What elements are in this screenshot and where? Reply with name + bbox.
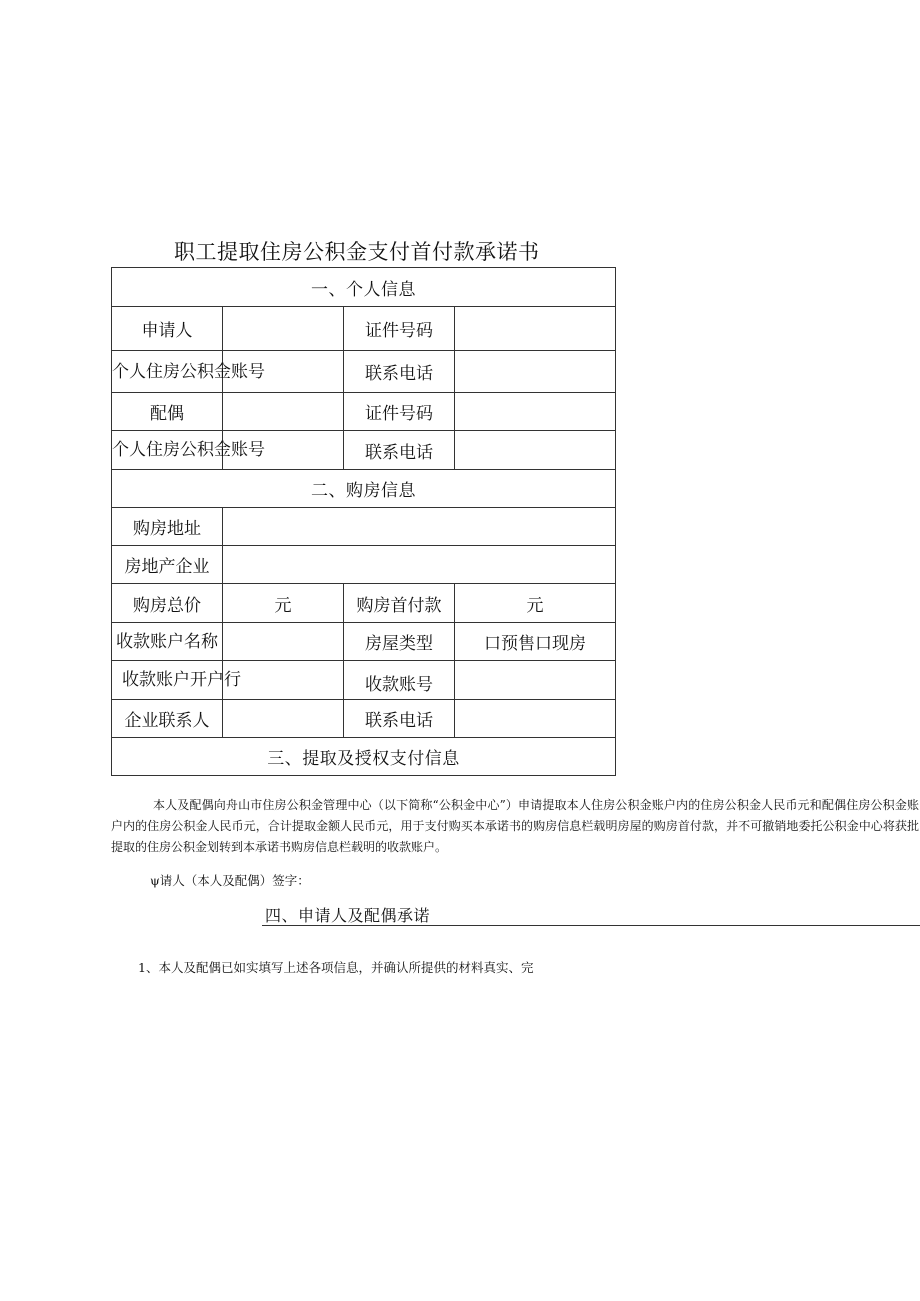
developer-field[interactable] xyxy=(223,546,616,584)
house-type-label: 房屋类型 xyxy=(344,623,455,661)
payee-name-label: 收款账户名称 xyxy=(112,623,223,661)
address-label: 购房地址 xyxy=(112,508,223,546)
applicant-field[interactable] xyxy=(223,307,344,351)
authorization-paragraph: 本人及配偶向舟山市住房公积金管理中心（以下简称“公积金中心”）申请提取本人住房公积金账户内的住房公积金人民币元和配偶住房公积金账户内的住房公积金人民币元，合计提取金额人民币元，用于支付购买本承诺书的购房信息栏载明房屋的购房首付款，并不可撤销地委托公积金中心将获批提取的住房公积金划转到本承诺书购房信息栏载明的收款账户。 xyxy=(111,798,919,854)
spouse-phone-field[interactable] xyxy=(455,431,616,470)
signature-label: ψ请人（本人及配偶）签字： xyxy=(150,873,310,888)
applicant-id-field[interactable] xyxy=(455,307,616,351)
company-contact-label: 企业联系人 xyxy=(112,700,223,738)
company-phone-label: 联系电话 xyxy=(344,700,455,738)
payee-bank-label: 收款账户开户行 xyxy=(112,661,223,700)
payee-account-field[interactable] xyxy=(455,661,616,700)
section-authorization: 三、提取及授权支付信息 xyxy=(112,738,616,776)
spouse-account-label: 个人住房公积金账号 xyxy=(112,431,223,470)
applicant-phone-label: 联系电话 xyxy=(344,351,455,393)
developer-label: 房地产企业 xyxy=(112,546,223,584)
commitment-item: 1、本人及配偶已如实填写上述各项信息，并确认所提供的材料真实、完 xyxy=(138,960,534,975)
down-payment-label: 购房首付款 xyxy=(344,584,455,623)
spouse-id-label: 证件号码 xyxy=(344,393,455,431)
section-purchase-info: 二、购房信息 xyxy=(112,470,616,508)
spouse-phone-label: 联系电话 xyxy=(344,431,455,470)
payee-name-field[interactable] xyxy=(223,623,344,661)
company-contact-field[interactable] xyxy=(223,700,344,738)
applicant-phone-field[interactable] xyxy=(455,351,616,393)
total-price-label: 购房总价 xyxy=(112,584,223,623)
applicant-label: 申请人 xyxy=(112,307,223,351)
spouse-field[interactable] xyxy=(223,393,344,431)
address-field[interactable] xyxy=(223,508,616,546)
payee-account-label: 收款账号 xyxy=(344,661,455,700)
document-title: 职工提取住房公积金支付首付款承诺书 xyxy=(174,240,540,264)
commitment-form-table xyxy=(111,267,616,776)
spouse-label: 配偶 xyxy=(112,393,223,431)
down-payment-field[interactable]: 元 xyxy=(455,584,616,623)
section-commitment-heading: 四、申请人及配偶承诺 xyxy=(262,903,920,926)
total-price-field[interactable]: 元 xyxy=(223,584,344,623)
company-phone-field[interactable] xyxy=(455,700,616,738)
spouse-id-field[interactable] xyxy=(455,393,616,431)
applicant-id-label: 证件号码 xyxy=(344,307,455,351)
section-personal-info: 一、个人信息 xyxy=(112,268,616,307)
house-type-options[interactable]: 口预售口现房 xyxy=(455,623,616,661)
applicant-account-label: 个人住房公积金账号 xyxy=(112,351,223,393)
